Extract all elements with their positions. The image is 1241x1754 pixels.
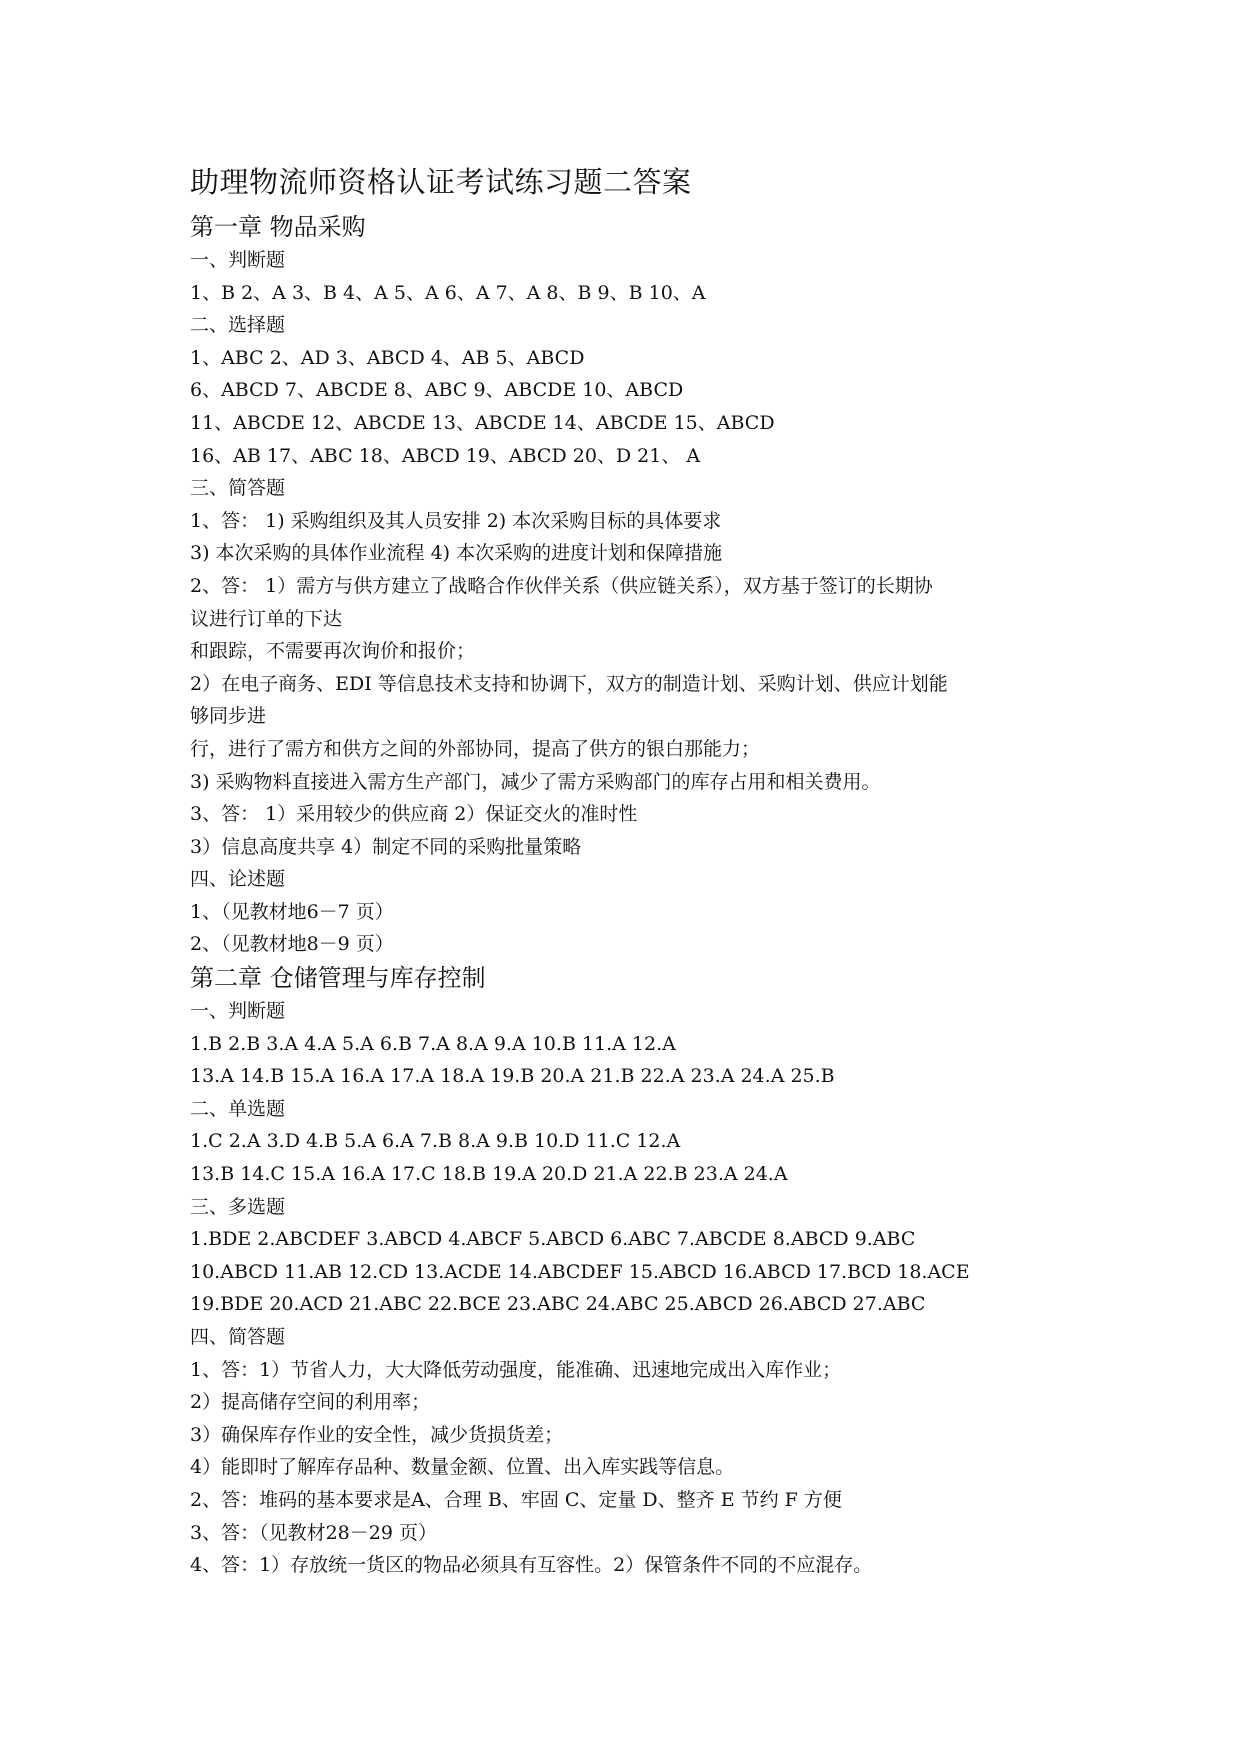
- answer-line: 6、ABCD 7、ABCDE 8、ABC 9、ABCDE 10、ABCD: [190, 379, 684, 402]
- chapter-title: 第一章 物品采购: [190, 213, 366, 241]
- answer-line: 2）提高储存空间的利用率；: [190, 1391, 431, 1414]
- answer-line: 4、答：1）存放统一货区的物品必须具有互容性。2）保管条件不同的不应混存。: [190, 1554, 873, 1577]
- answer-line: 够同步进: [190, 705, 267, 728]
- answer-line: 2、答：堆码的基本要求是A、合理 B、牢固 C、定量 D、整齐 E 节约 F 方便: [190, 1488, 842, 1511]
- answer-line: 19.BDE 20.ACD 21.ABC 22.BCE 23.ABC 24.ABC 25.ABCD 26.ABCD 27.ABC: [190, 1293, 926, 1316]
- answer-line: 11、ABCDE 12、ABCDE 13、ABCDE 14、ABCDE 15、ABCD: [190, 411, 775, 434]
- section-heading: 一、判断题: [190, 1000, 286, 1023]
- answer-line: 3、答：（见教材28－29 页）: [190, 1521, 437, 1544]
- answer-line: 13.B 14.C 15.A 16.A 17.C 18.B 19.A 20.D 21.A 22.B 23.A 24.A: [190, 1163, 788, 1186]
- answer-line: 16、AB 17、ABC 18、ABCD 19、ABCD 20、D 21、 A: [190, 444, 701, 467]
- answer-line: 和跟踪，不需要再次询价和报价；: [190, 640, 476, 663]
- answer-line: 1、答：1）节省人力，大大降低劳动强度，能准确、迅速地完成出入库作业；: [190, 1358, 842, 1381]
- answer-line: 3) 本次采购的具体作业流程 4) 本次采购的进度计划和保障措施: [190, 542, 723, 565]
- answer-line: 3）信息高度共享 4）制定不同的采购批量策略: [190, 835, 582, 858]
- section-heading: 四、论述题: [190, 868, 286, 891]
- section-heading: 三、简答题: [190, 477, 286, 500]
- answer-line: 3）确保库存作业的安全性，减少货损货差；: [190, 1423, 564, 1446]
- chapter-1: [190, 210, 1070, 961]
- answer-line: 3) 采购物料直接进入需方生产部门，减少了需方采购部门的库存占用和相关费用。: [190, 770, 881, 793]
- answer-line: 10.ABCD 11.AB 12.CD 13.ACDE 14.ABCDEF 15.ABCD 16.ABCD 17.BCD 18.ACE: [190, 1260, 970, 1283]
- answer-line: 3、答： 1）采用较少的供应商 2）保证交火的准时性: [190, 803, 638, 826]
- document-page: [190, 160, 1070, 1582]
- answer-line: 1.BDE 2.ABCDEF 3.ABCD 4.ABCF 5.ABCD 6.ABC 7.ABCDE 8.ABCD 9.ABC: [190, 1228, 916, 1251]
- document-title: 助理物流师资格认证考试练习题二答案: [190, 165, 692, 199]
- answer-line: 行，进行了需方和供方之间的外部协同，提高了供方的银白那能力；: [190, 737, 761, 760]
- answer-line: 议进行订单的下达: [190, 607, 343, 630]
- chapter-2: [190, 961, 1070, 1582]
- answer-line: 1、B 2、A 3、B 4、A 5、A 6、A 7、A 8、B 9、B 10、A: [190, 281, 706, 304]
- answer-line: 4）能即时了解库存品种、数量金额、位置、出入库实践等信息。: [190, 1456, 735, 1479]
- section-heading: 二、单选题: [190, 1097, 286, 1120]
- answer-line: 1.B 2.B 3.A 4.A 5.A 6.B 7.A 8.A 9.A 10.B 11.A 12.A: [190, 1032, 676, 1055]
- answer-line: 1.C 2.A 3.D 4.B 5.A 6.A 7.B 8.A 9.B 10.D 11.C 12.A: [190, 1130, 681, 1153]
- section-heading: 四、简答题: [190, 1326, 286, 1348]
- section-heading: 一、判断题: [190, 249, 286, 271]
- answer-line: 2、答： 1）需方与供方建立了战略合作伙伴关系（供应链关系），双方基于签订的长期协: [190, 574, 933, 597]
- answer-line: 1、ABC 2、AD 3、ABCD 4、AB 5、ABCD: [190, 346, 585, 369]
- section-heading: 三、多选题: [190, 1195, 286, 1218]
- answer-line: 13.A 14.B 15.A 16.A 17.A 18.A 19.B 20.A 21.B 22.A 23.A 24.A 25.B: [190, 1065, 835, 1088]
- answer-line: 2）在电子商务、EDI 等信息技术支持和协调下，双方的制造计划、采购计划、供应计划能: [190, 672, 948, 695]
- answer-line: 1、（见教材地6－7 页）: [190, 900, 394, 923]
- answer-line: 2、（见教材地8－9 页）: [190, 933, 394, 956]
- section-heading: 二、选择题: [190, 314, 286, 337]
- answer-line: 1、答： 1) 采购组织及其人员安排 2) 本次采购目标的具体要求: [190, 509, 722, 532]
- chapter-title: 第二章 仓储管理与库存控制: [190, 964, 486, 993]
